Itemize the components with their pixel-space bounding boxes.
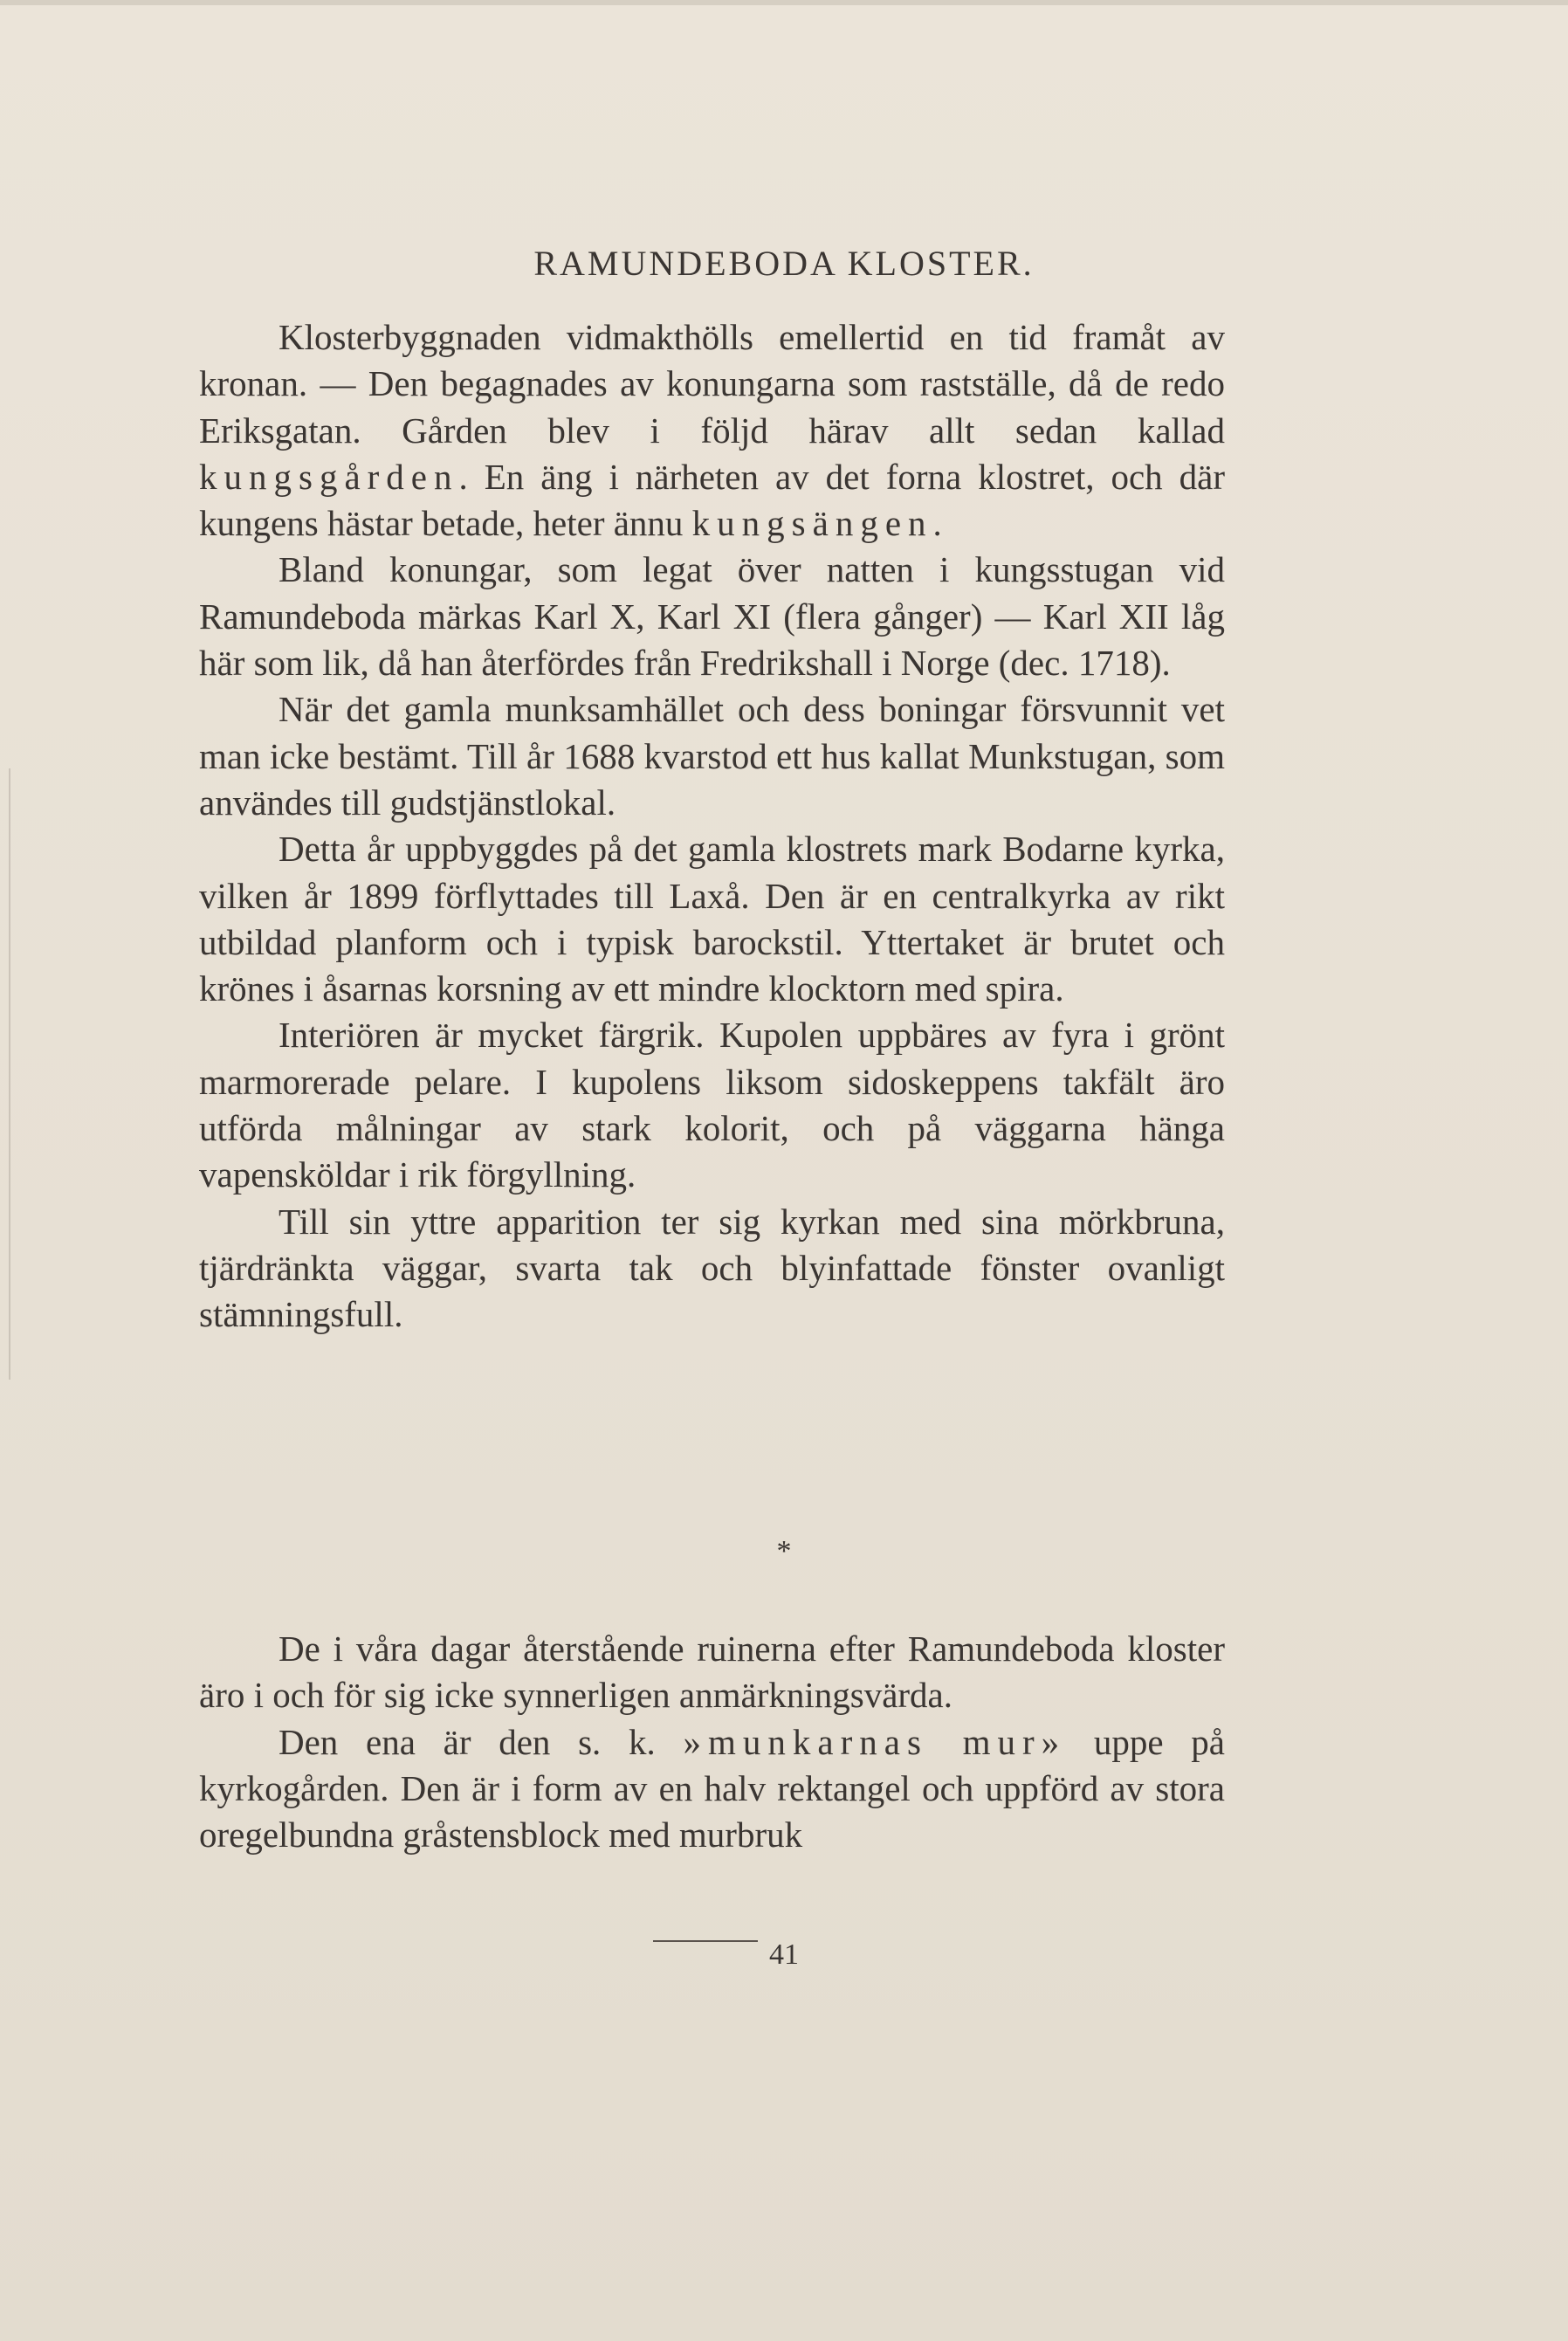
page-top-edge bbox=[0, 0, 1568, 5]
paragraph-5: Interiören är mycket färgrik. Kupolen uppbäres av fyra i grönt marmorerade pelare. I kupolens liksom sidoskeppens takfält äro utförda målningar av stark kolorit, och på väggarna hänga vapensköldar i rik förgyllning. bbox=[199, 1015, 1225, 1195]
spaced-word-kungsgarden: kungsgården bbox=[199, 456, 459, 497]
running-head: RAMUNDEBODA KLOSTER. bbox=[533, 244, 1035, 283]
paragraph-4: Detta år uppbyggdes på det gamla klostrets mark Bodarne kyrka, vilken år 1899 förflyttades till Laxå. Den är en centralkyrka av rikt utbildad planform och i typisk barockstil. Yttertaket är brutet och krönes i åsarnas korsning av ett mindre klocktorn med spira. bbox=[199, 829, 1225, 1009]
paragraph-2: Bland konungar, som legat över natten i kungsstugan vid Ramundeboda märkas Karl X, Karl XI (flera gånger) — Karl XII låg här som lik, då han återfördes från Fredrikshall i Norge (dec. 1718). bbox=[199, 549, 1225, 684]
text-column bbox=[199, 314, 1225, 1339]
paragraph-3: När det gamla munksamhället och dess boningar försvunnit vet man icke bestämt. Till år 1688 kvarstod ett hus kallat Munkstugan, som användes till gudstjänstlokal. bbox=[199, 689, 1225, 823]
paragraph-1: Klosterbyggnaden vidmakthölls emellertid en tid framåt av kronan. — Den begagnades av konungarna som rastställe, då de redo Eriksgatan. Gården blev i följd härav allt sedan kallad kungsgården. En äng i närheten av det forna klostret, och där kungens hästar betade, heter ännu kungsängen. bbox=[199, 317, 1225, 544]
text-column-2 bbox=[199, 1626, 1225, 1858]
page-number: 41 bbox=[769, 1938, 799, 1971]
paragraph-8: Den ena är den s. k. »munkarnas mur» uppe på kyrkogården. Den är i form av en halv rektangel och uppförd av stora oregelbundna gråstensblock med murbruk bbox=[199, 1721, 1225, 1856]
spaced-phrase-munkarnas-mur: »munkarnas mur» bbox=[683, 1721, 1067, 1762]
paragraph-6: Till sin yttre apparition ter sig kyrkan med sina mörkbruna, tjärdränkta väggar, svarta tak och blyinfattade fönster ovanligt stämningsfull. bbox=[199, 1201, 1225, 1335]
paragraph-7: De i våra dagar återstående ruinerna efter Ramundeboda kloster äro i och för sig icke synnerligen anmärkningsvärda. bbox=[199, 1628, 1225, 1716]
spaced-word-kungsangen: kungsängen bbox=[691, 503, 933, 544]
margin-marks bbox=[9, 768, 16, 1380]
section-separator: * bbox=[776, 1535, 792, 1567]
